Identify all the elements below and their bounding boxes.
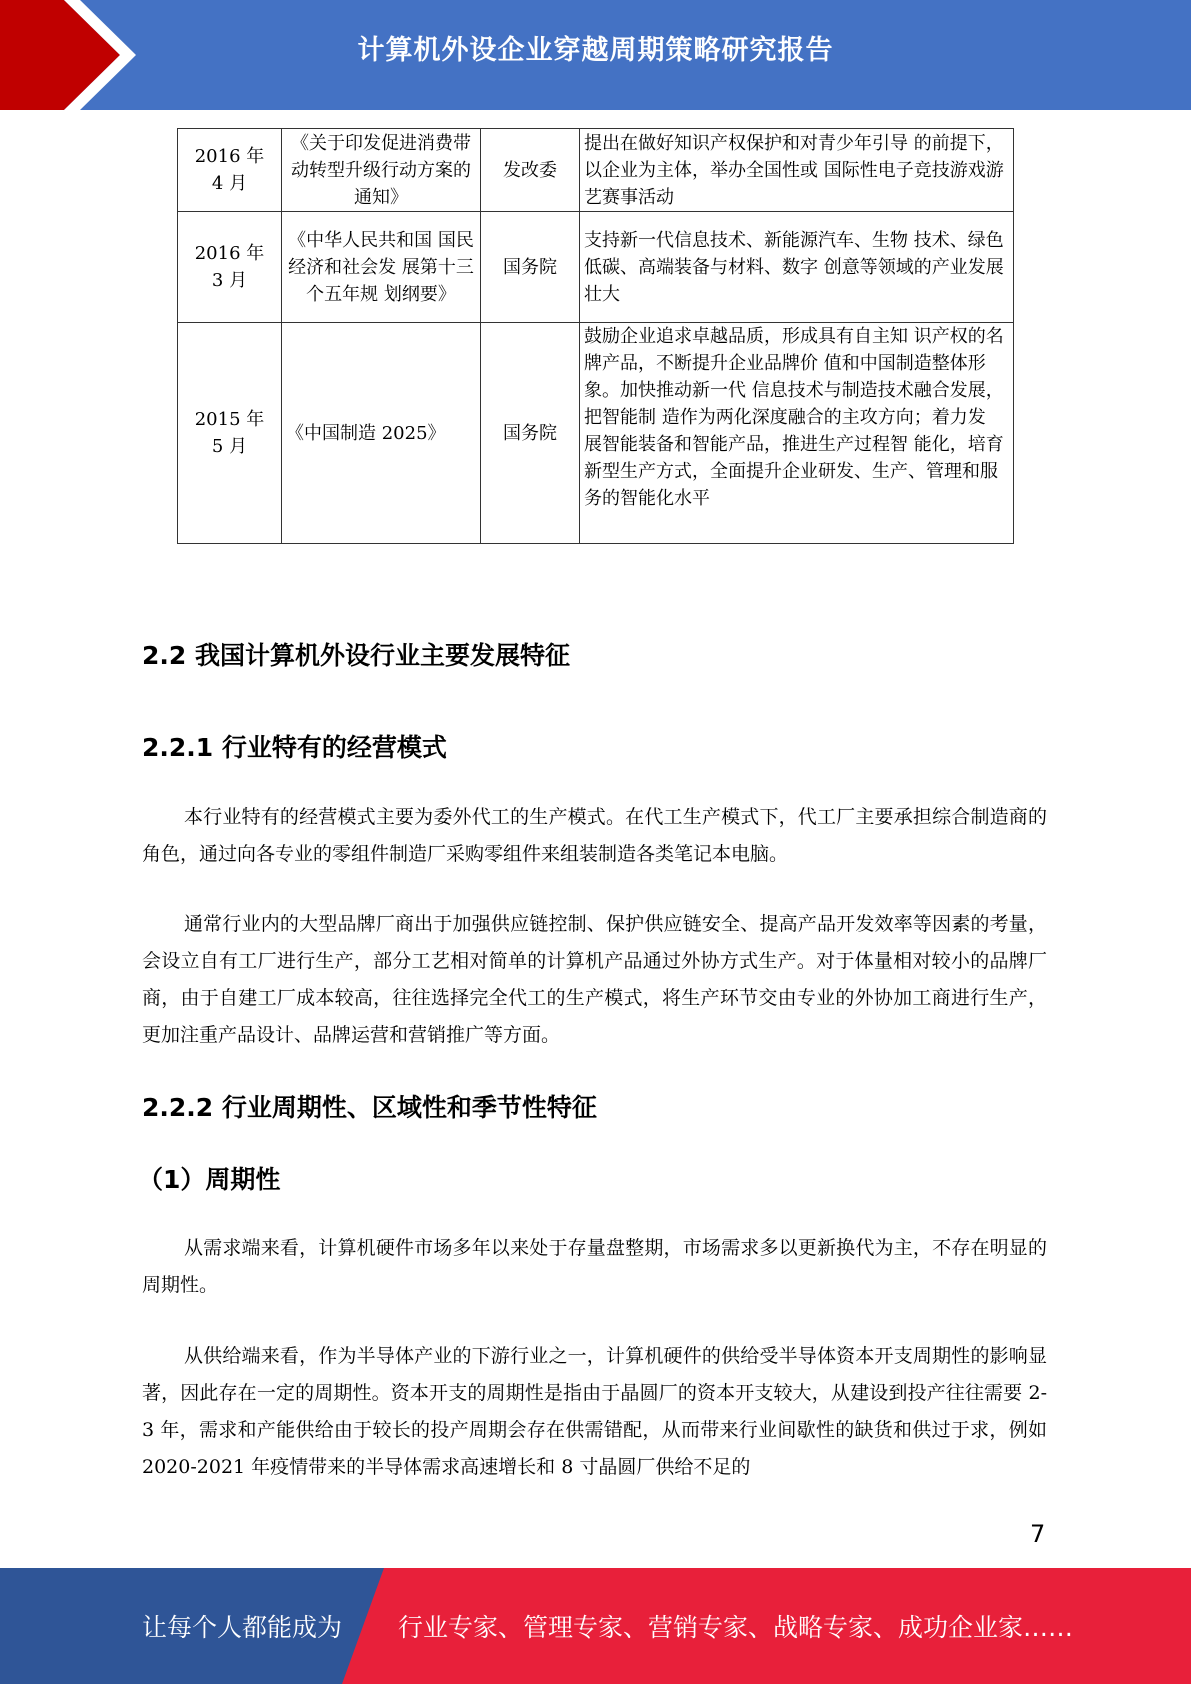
date-month: 5 月	[211, 436, 248, 457]
date-year: 2016 年	[194, 243, 265, 264]
document-cell: 《中华人民共和国 国民经济和社会发 展第十三个五年规 划纲要》	[282, 212, 481, 323]
date-year: 2016 年	[194, 146, 265, 167]
department-cell: 国务院	[481, 323, 580, 544]
footer-slogan-left: 让每个人都能成为	[142, 1613, 343, 1642]
paragraph: 从供给端来看，作为半导体产业的下游行业之一，计算机硬件的供给受半导体资本开支周期性的影响显著，因此存在一定的周期性。资本开支的周期性是指由于晶圆厂的资本开支较大，从建设到投产往往需要 2-3 年，需求和产能供给由于较长的投产周期会存在供需错配，从而带来行业间歇性的缺货和供过于求，例如 2020-2021 年疫情带来的半导体需求高速增长和 8 寸晶圆厂供给不足的	[142, 1345, 1047, 1478]
table-row	[178, 129, 1014, 212]
subsection-heading-cyclical: （1）周期性	[138, 1165, 281, 1194]
section-heading-2-2: 2.2 我国计算机外设行业主要发展特征	[142, 641, 570, 670]
content-cell: 鼓励企业追求卓越品质，形成具有自主知 识产权的名牌产品，不断提升企业品牌价 值和中国制造整体形象。加快推动新一代 信息技术与制造技术融合发展，把智能制 造作为两化深度融合的主攻方向；着力发 展智能装备和智能产品，推进生产过程智 能化，培育新型生产方式，全面提升企业研发、生产、管理和服务的智能化水平	[580, 323, 1014, 544]
content-cell: 支持新一代信息技术、新能源汽车、生物 技术、绿色低碳、高端装备与材料、数字 创意等领域的产业发展壮大	[580, 212, 1014, 323]
table-row	[178, 323, 1014, 544]
section-heading-2-2-2: 2.2.2 行业周期性、区域性和季节性特征	[142, 1093, 597, 1122]
department-cell: 发改委	[481, 129, 580, 212]
footer-slogan-right: 行业专家、管理专家、营销专家、战略专家、成功企业家……	[398, 1613, 1074, 1642]
policy-table	[177, 128, 1014, 544]
document-cell: 《关于印发促进消费带动转型升级行动方案的通知》	[282, 129, 481, 212]
date-cell	[178, 212, 282, 323]
paragraph: 本行业特有的经营模式主要为委外代工的生产模式。在代工生产模式下，代工厂主要承担综合制造商的角色，通过向各专业的零组件制造厂采购零组件来组装制造各类笔记本电脑。	[142, 806, 1047, 865]
date-year: 2015 年	[194, 409, 265, 430]
date-cell	[178, 323, 282, 544]
date-month: 4 月	[211, 173, 248, 194]
paragraph: 从需求端来看，计算机硬件市场多年以来处于存量盘整期，市场需求多以更新换代为主，不存在明显的周期性。	[142, 1237, 1047, 1296]
page-number: 7	[1030, 1520, 1046, 1548]
table-row	[178, 212, 1014, 323]
content-cell: 提出在做好知识产权保护和对青少年引导 的前提下，以企业为主体，举办全国性或 国际性电子竞技游戏游艺赛事活动	[580, 129, 1014, 212]
page-footer	[0, 1568, 1191, 1684]
paragraph: 通常行业内的大型品牌厂商出于加强供应链控制、保护供应链安全、提高产品开发效率等因素的考量，会设立自有工厂进行生产，部分工艺相对简单的计算机产品通过外协方式生产。对于体量相对较小的品牌厂商，由于自建工厂成本较高，往往选择完全代工的生产模式，将生产环节交由专业的外协加工商进行生产，更加注重产品设计、品牌运营和营销推广等方面。	[142, 913, 1047, 1046]
department-cell: 国务院	[481, 212, 580, 323]
report-title: 计算机外设企业穿越周期策略研究报告	[357, 35, 834, 66]
document-cell: 《中国制造 2025》	[282, 323, 481, 544]
date-month: 3 月	[211, 270, 248, 291]
section-heading-2-2-1: 2.2.1 行业特有的经营模式	[142, 733, 447, 762]
page-header	[0, 0, 1191, 110]
date-cell	[178, 129, 282, 212]
